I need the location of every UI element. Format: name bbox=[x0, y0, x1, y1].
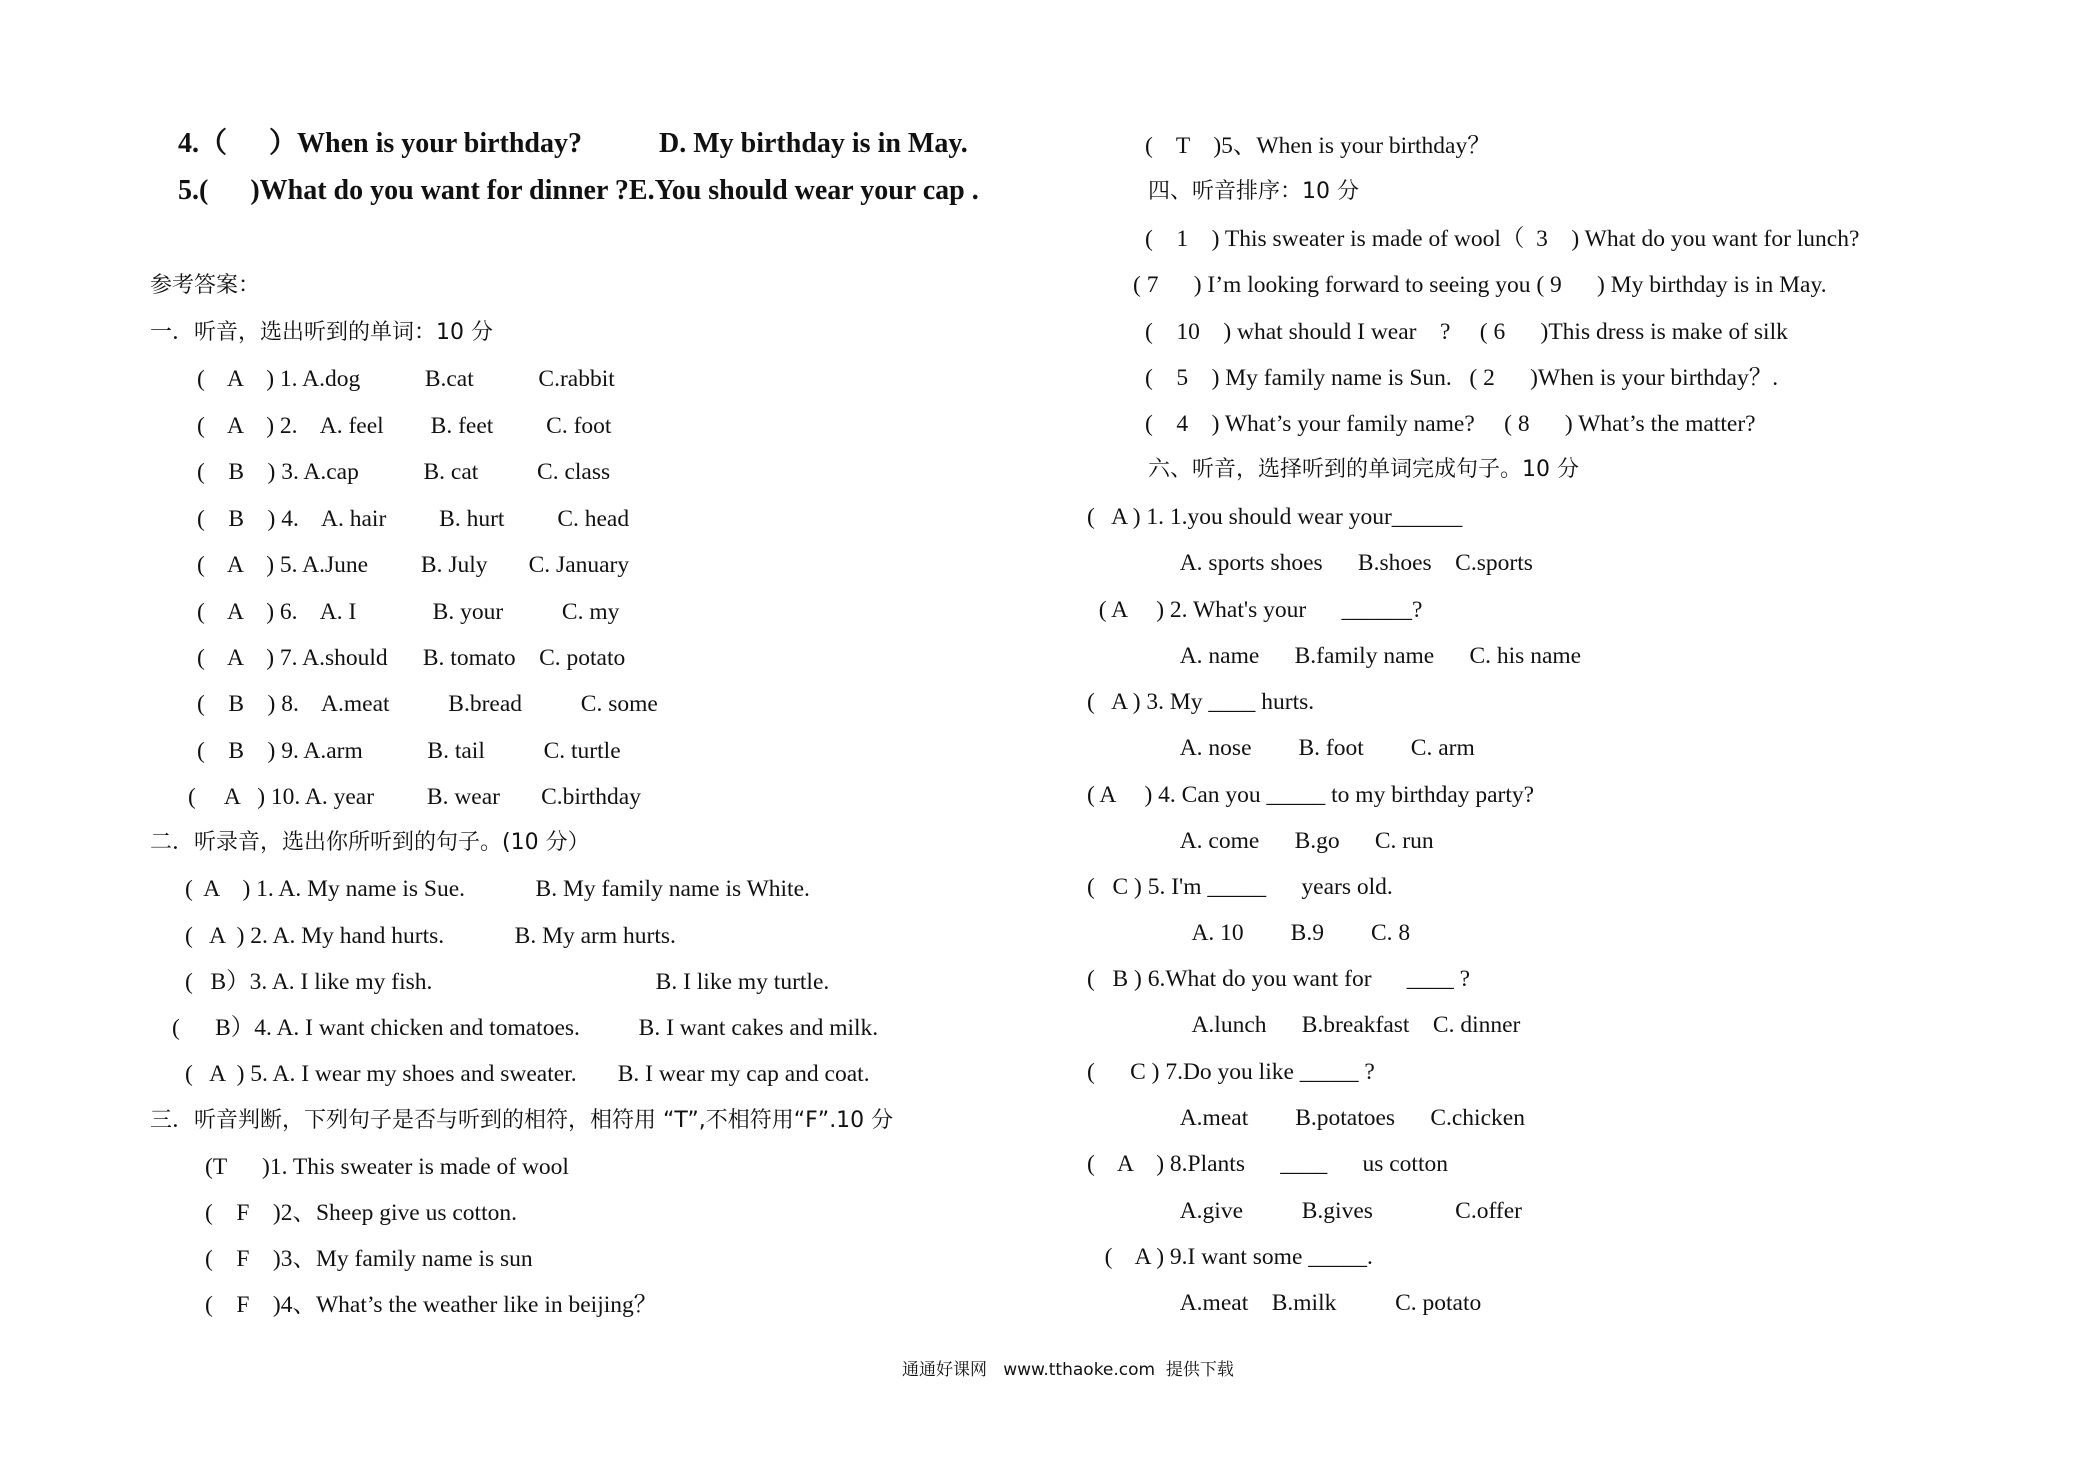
s3-item-5: ( T )5、When is your birthday？ bbox=[1145, 133, 1491, 159]
s2-item-2: ( A ) 2. A. My hand hurts. B. My arm hurts. bbox=[185, 923, 676, 949]
answers-title: 参考答案： bbox=[150, 273, 261, 298]
s6-q1: ( A ) 1. 1.you should wear your______ bbox=[1087, 504, 1463, 530]
s1-item-8: ( B ) 8. A.meat B.bread C. some bbox=[197, 691, 658, 717]
s6-q8: ( A ) 8.Plants ____ us cotton bbox=[1087, 1151, 1448, 1177]
s6-q7-options: A.meat B.potatoes C.chicken bbox=[1087, 1105, 1525, 1131]
s6-q3: ( A ) 3. My ____ hurts. bbox=[1087, 689, 1315, 715]
s6-q4-options: A. come B.go C. run bbox=[1087, 828, 1434, 854]
s1-item-7: ( A ) 7. A.should B. tomato C. potato bbox=[197, 645, 626, 671]
s4-item-4: ( 5 ) My family name is Sun. ( 2 )When is your birthday？. bbox=[1145, 365, 1779, 391]
s3-item-3: ( F )3、My family name is sun bbox=[205, 1246, 533, 1272]
s1-item-10: ( A ) 10. A. year B. wear C.birthday bbox=[188, 784, 641, 810]
s1-item-9: ( B ) 9. A.arm B. tail C. turtle bbox=[197, 738, 621, 764]
s6-q4: ( A ) 4. Can you _____ to my birthday party? bbox=[1087, 782, 1535, 808]
s4-item-2: ( 7 ) I’m looking forward to seeing you ( 9 ) My birthday is in May. bbox=[1133, 272, 1827, 298]
s6-q2: ( A ) 2. What's your ______? bbox=[1087, 597, 1423, 623]
s2-item-4: ( B）4. A. I want chicken and tomatoes. B. I want cakes and milk. bbox=[172, 1015, 879, 1041]
s4-item-3: ( 10 ) what should I wear ? ( 6 )This dress is make of silk bbox=[1145, 319, 1788, 345]
s6-q1-options: A. sports shoes B.shoes C.sports bbox=[1087, 550, 1533, 576]
s1-item-5: ( A ) 5. A.June B. July C. January bbox=[197, 552, 630, 578]
s2-item-3: ( B）3. A. I like my fish. B. I like my turtle. bbox=[185, 969, 830, 995]
s1-item-6: ( A ) 6. A. I B. your C. my bbox=[197, 599, 620, 625]
section3-title: 三．听音判断，下列句子是否与听到的相符，相符用 “T”,不相符用“F”.10 分 bbox=[150, 1108, 894, 1133]
s6-q6: ( B ) 6.What do you want for ____ ? bbox=[1087, 966, 1471, 992]
s3-item-1: (T )1. This sweater is made of wool bbox=[205, 1154, 569, 1180]
s6-q7: ( C ) 7.Do you like _____ ? bbox=[1087, 1059, 1375, 1085]
s4-item-5: ( 4 ) What’s your family name? ( 8 ) What’s the matter? bbox=[1145, 411, 1756, 437]
s1-item-1: ( A ) 1. A.dog B.cat C.rabbit bbox=[197, 366, 615, 392]
s6-q5-options: A. 10 B.9 C. 8 bbox=[1087, 920, 1411, 946]
s6-q2-options: A. name B.family name C. his name bbox=[1087, 643, 1582, 669]
section6-title: 六、听音，选择听到的单词完成句子。10 分 bbox=[1148, 457, 1579, 482]
s6-q8-options: A.give B.gives C.offer bbox=[1087, 1198, 1522, 1224]
section4-title: 四、听音排序：10 分 bbox=[1148, 179, 1359, 204]
s3-item-4: ( F )4、What’s the weather like in beijing？ bbox=[205, 1292, 658, 1318]
question-5-line: 5.( )What do you want for dinner ?E.You should wear your cap . bbox=[178, 175, 979, 206]
s6-q3-options: A. nose B. foot C. arm bbox=[1087, 735, 1475, 761]
s2-item-5: ( A ) 5. A. I wear my shoes and sweater. B. I wear my cap and coat. bbox=[185, 1061, 870, 1087]
s6-q9: ( A ) 9.I want some _____. bbox=[1087, 1244, 1373, 1270]
s4-item-1: ( 1 ) This sweater is made of wool（ 3 ) What do you want for lunch? bbox=[1145, 226, 1860, 252]
s6-q6-options: A.lunch B.breakfast C. dinner bbox=[1087, 1012, 1521, 1038]
s6-q9-options: A.meat B.milk C. potato bbox=[1087, 1290, 1482, 1316]
s2-item-1: ( A ) 1. A. My name is Sue. B. My family name is White. bbox=[185, 876, 810, 902]
s6-q5: ( C ) 5. I'm _____ years old. bbox=[1087, 874, 1393, 900]
section1-title: 一．听音，选出听到的单词：10 分 bbox=[150, 320, 493, 345]
s1-item-4: ( B ) 4. A. hair B. hurt C. head bbox=[197, 506, 630, 532]
s1-item-2: ( A ) 2. A. feel B. feet C. foot bbox=[197, 413, 612, 439]
section2-title: 二．听录音，选出你所听到的句子。(10 分） bbox=[150, 830, 590, 855]
s1-item-3: ( B ) 3. A.cap B. cat C. class bbox=[197, 459, 611, 485]
footer-text: 通通好课网 www.tthaoke.com 提供下载 bbox=[902, 1360, 1234, 1380]
question-4-line: 4.（ ）When is your birthday? D. My birthday is in May. bbox=[178, 128, 968, 159]
s3-item-2: ( F )2、Sheep give us cotton. bbox=[205, 1200, 517, 1226]
